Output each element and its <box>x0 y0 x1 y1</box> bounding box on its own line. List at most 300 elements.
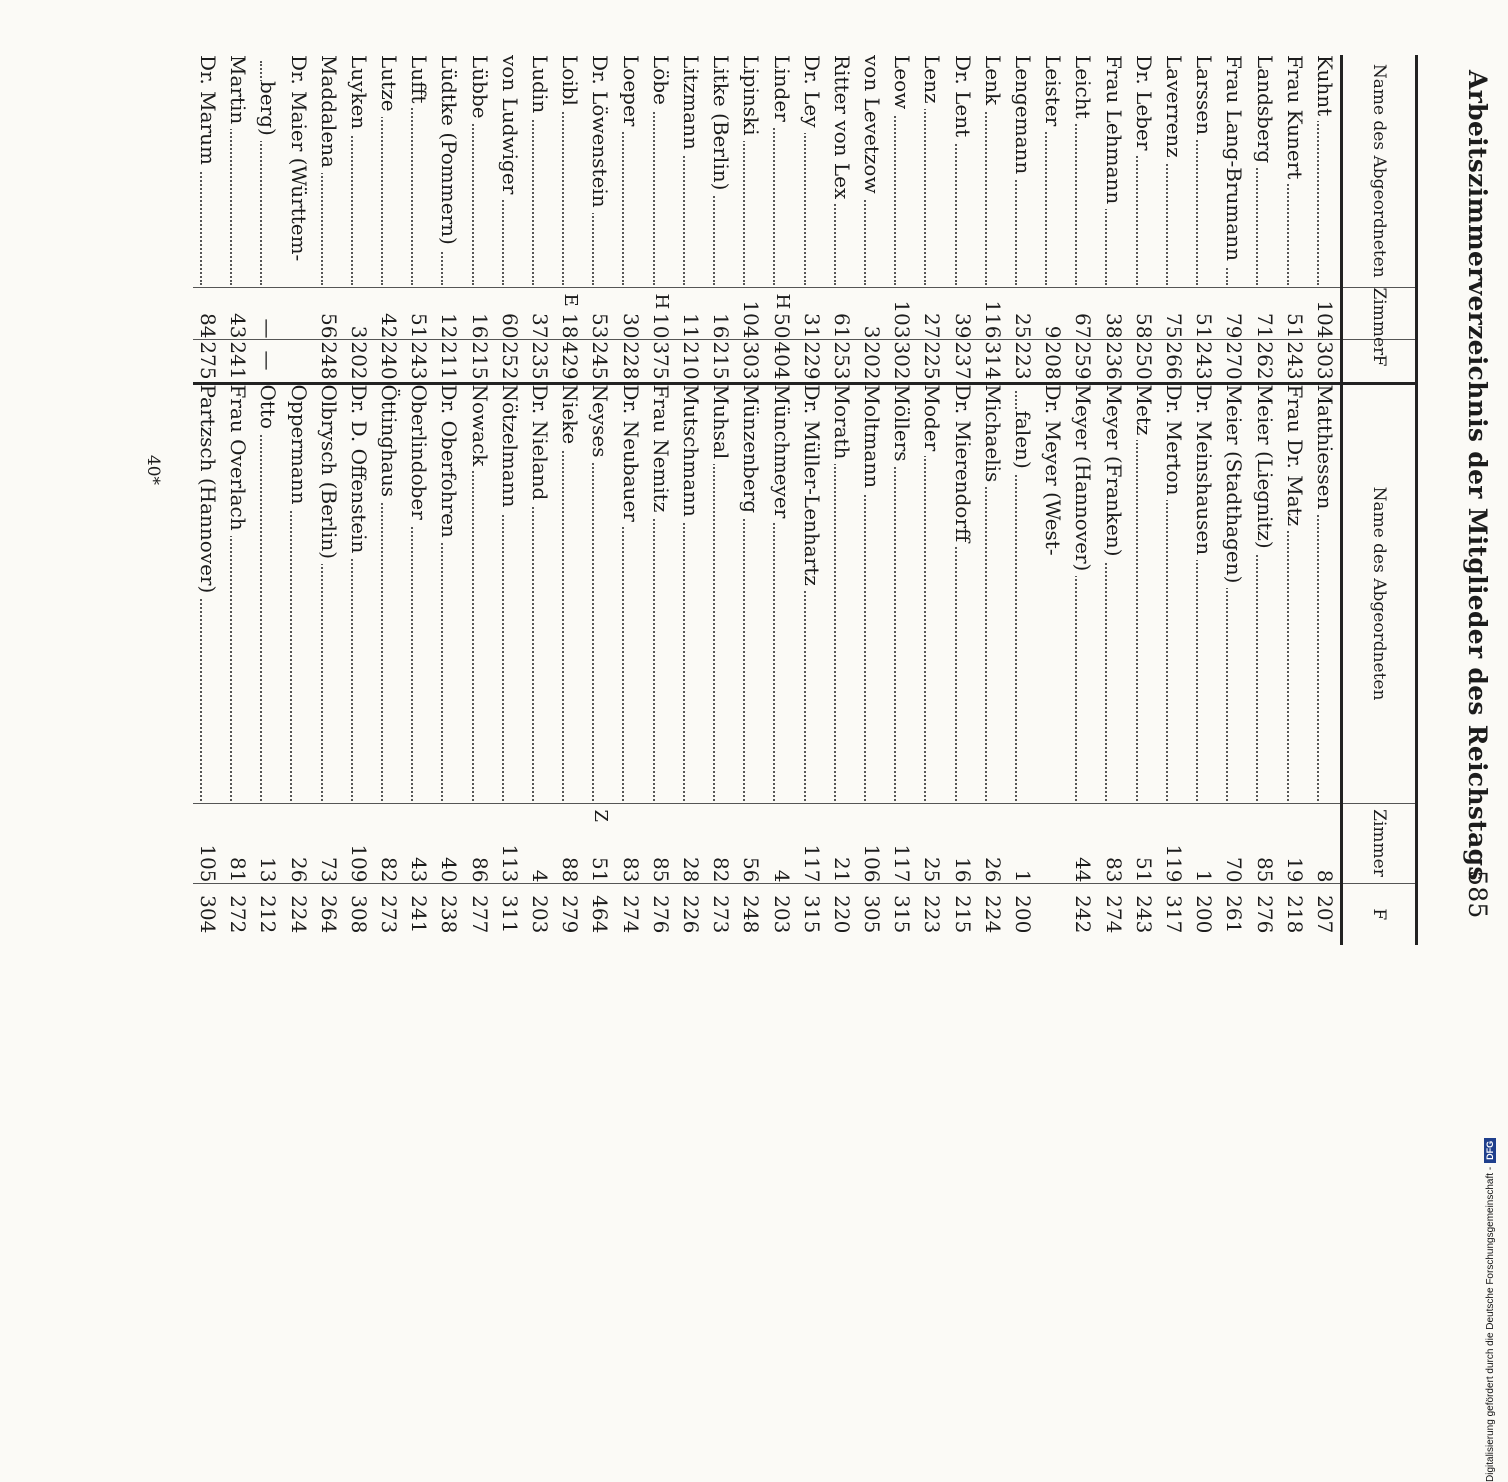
deputy-name: Meier (Stadthagen) <box>1222 385 1246 589</box>
table-row <box>1159 55 1189 945</box>
cell-name <box>495 55 525 287</box>
deputy-name: Neyses <box>588 385 612 463</box>
room-number: 104 <box>1312 300 1337 339</box>
cell-name <box>948 383 978 803</box>
cell-floor: 243 <box>404 339 434 383</box>
cell-room <box>434 287 464 339</box>
deputy-name: Lübbe <box>468 55 492 124</box>
room-number: 43 <box>226 313 251 339</box>
table-row <box>676 55 706 945</box>
cell-floor: 253 <box>827 339 857 383</box>
deputy-name: Matthiessen <box>1313 385 1337 515</box>
room-number: 10 <box>648 313 673 339</box>
cell-name <box>253 383 283 803</box>
room-number: 28 <box>678 857 703 883</box>
table-row <box>253 55 283 945</box>
cell-floor: 224 <box>978 883 1008 945</box>
cell-room <box>1189 287 1219 339</box>
table-row <box>978 55 1008 945</box>
room-number: 60 <box>497 313 522 339</box>
column-header-floor: F <box>1342 339 1417 383</box>
deputy-name: Moder <box>920 385 944 457</box>
cell-room <box>857 287 887 339</box>
room-number: 88 <box>558 857 583 883</box>
column-header-room: Zimmer <box>1342 803 1417 883</box>
cell-name <box>585 383 615 803</box>
table-row <box>404 55 434 945</box>
deputy-name: Oppermann <box>287 385 311 510</box>
cell-room <box>1280 287 1310 339</box>
deputy-name: Frau Dr. Matz <box>1283 385 1307 532</box>
cell-floor: 315 <box>797 883 827 945</box>
table-row <box>1219 55 1249 945</box>
cell-room <box>193 803 223 883</box>
cell-floor: 273 <box>706 883 736 945</box>
cell-floor: 464 <box>585 883 615 945</box>
cell-floor: 404 <box>766 339 796 383</box>
cell-name <box>827 383 857 803</box>
cell-room <box>1249 287 1279 339</box>
table-row <box>706 55 736 945</box>
cell-floor: 273 <box>374 883 404 945</box>
cell-name <box>766 383 796 803</box>
cell-floor: 241 <box>223 339 253 383</box>
room-number: 51 <box>407 313 432 339</box>
cell-floor: 207 <box>1310 883 1342 945</box>
room-number: 13 <box>256 857 281 883</box>
deputy-name: Landsberg <box>1253 55 1277 168</box>
cell-floor: 248 <box>736 883 766 945</box>
cell-room <box>314 803 344 883</box>
room-number: 109 <box>346 844 371 883</box>
cell-name <box>797 55 827 287</box>
deputy-name: Maddalena <box>317 55 341 173</box>
cell-name <box>404 383 434 803</box>
room-number: 79 <box>1222 313 1247 339</box>
cell-floor: 250 <box>1129 339 1159 383</box>
deputy-name: Dr. Leber <box>1132 55 1156 155</box>
cell-floor: 208 <box>1038 339 1068 383</box>
table-row <box>1310 55 1342 945</box>
building-mark: E <box>560 293 582 307</box>
table-row <box>1038 55 1068 945</box>
cell-name <box>1310 55 1342 287</box>
cell-name <box>1008 55 1038 287</box>
cell-floor: 212 <box>253 883 283 945</box>
cell-floor: 223 <box>917 883 947 945</box>
deputy-name: Dr. Meinshausen <box>1192 385 1216 561</box>
cell-room <box>857 803 887 883</box>
cell-floor: 243 <box>1189 339 1219 383</box>
cell-room <box>555 803 585 883</box>
deputy-name: Dr. Ley <box>800 55 824 133</box>
column-header-room: Zimmer <box>1342 287 1417 339</box>
page-footer: 40* <box>143 454 163 486</box>
cell-floor: 215 <box>706 339 736 383</box>
cell-name <box>706 383 736 803</box>
deputy-name: Dr. Maier (Württem- <box>287 55 311 266</box>
cell-room <box>253 287 283 339</box>
deputy-name: Muhsal <box>709 385 733 465</box>
room-number: 50 <box>769 313 794 339</box>
deputy-name: Lengemann <box>1011 55 1035 179</box>
table-row <box>1249 55 1279 945</box>
deputy-name: Ludin <box>528 55 552 118</box>
deputy-name: Otto <box>256 385 280 435</box>
cell-room <box>646 287 676 339</box>
cell-floor: 200 <box>1189 883 1219 945</box>
cell-room <box>344 803 374 883</box>
cell-floor: 203 <box>766 883 796 945</box>
cell-name <box>1249 383 1279 803</box>
room-number: 51 <box>588 857 613 883</box>
cell-name <box>857 55 887 287</box>
cell-room <box>948 287 978 339</box>
room-number: 18 <box>558 313 583 339</box>
cell-room <box>676 803 706 883</box>
deputy-name: Dr. Müller-Lenhartz <box>800 385 824 591</box>
deputy-name: Ritter von Lex <box>830 55 854 204</box>
cell-room <box>374 803 404 883</box>
deputy-name: Leicht <box>1071 55 1095 124</box>
table-row <box>193 55 223 945</box>
cell-name <box>1159 55 1189 287</box>
deputy-name: Leister <box>1041 55 1065 131</box>
cell-room <box>495 803 525 883</box>
cell-name <box>736 55 766 287</box>
deputy-name: von Levetzow <box>860 55 884 199</box>
cell-floor: 238 <box>434 883 464 945</box>
deputy-name: Linder <box>770 55 794 127</box>
room-number: 26 <box>286 857 311 883</box>
cell-floor: 223 <box>1008 339 1038 383</box>
deputy-name: Frau Nemitz <box>649 385 673 518</box>
room-number: 56 <box>316 313 341 339</box>
room-number: 85 <box>648 857 673 883</box>
room-number: 82 <box>377 857 402 883</box>
table-row <box>616 55 646 945</box>
table-row <box>434 55 464 945</box>
cell-name <box>555 383 585 803</box>
room-number: 39 <box>950 313 975 339</box>
cell-name <box>1008 383 1038 803</box>
room-number: 105 <box>195 844 220 883</box>
cell-room <box>1099 287 1129 339</box>
cell-room <box>1129 287 1159 339</box>
column-header-floor: F <box>1342 883 1417 945</box>
cell-room <box>585 287 615 339</box>
deputy-name: berg) <box>256 81 280 141</box>
cell-floor: 210 <box>676 339 706 383</box>
cell-floor: 215 <box>948 883 978 945</box>
cell-floor: 218 <box>1280 883 1310 945</box>
deputy-name: Lipinski <box>739 55 763 141</box>
room-number: 12 <box>437 313 462 339</box>
cell-name <box>193 383 223 803</box>
cell-room <box>736 287 766 339</box>
building-mark: H <box>771 293 793 310</box>
cell-floor: 240 <box>374 339 404 383</box>
deputy-name: Nötzelmann <box>498 385 522 513</box>
cell-name <box>1129 55 1159 287</box>
room-number: 113 <box>497 844 522 883</box>
room-number: 42 <box>377 313 402 339</box>
cell-floor: — <box>253 339 283 383</box>
room-number: 16 <box>950 857 975 883</box>
room-number: 1 <box>1011 869 1036 883</box>
dot-leader <box>1136 391 1138 801</box>
deputy-name: Laverrenz <box>1162 55 1186 163</box>
cell-name <box>283 55 313 287</box>
cell-room <box>1129 803 1159 883</box>
room-number: 119 <box>1161 844 1186 883</box>
cell-floor: 224 <box>283 883 313 945</box>
room-number: 104 <box>739 300 764 339</box>
deputy-name: Münzenberg <box>739 385 763 519</box>
cell-floor: 375 <box>646 339 676 383</box>
page-title: Arbeitszimmerverzeichnis der Mitglieder des Reichstags <box>1463 70 1492 881</box>
cell-room <box>344 287 374 339</box>
cell-floor: 279 <box>555 883 585 945</box>
cell-room <box>797 287 827 339</box>
cell-room <box>1008 287 1038 339</box>
deputy-name: Leow <box>890 55 914 114</box>
cell-room <box>948 803 978 883</box>
cell-name <box>585 55 615 287</box>
cell-name <box>887 55 917 287</box>
cell-floor: 302 <box>887 339 917 383</box>
cell-name <box>1099 55 1129 287</box>
cell-name <box>404 55 434 287</box>
room-number: 51 <box>1131 857 1156 883</box>
cell-floor: 236 <box>1099 339 1129 383</box>
cell-name <box>1099 383 1129 803</box>
deputy-name: Luyken <box>347 55 371 134</box>
cell-room <box>887 287 917 339</box>
room-number: 51 <box>1192 313 1217 339</box>
cell-name <box>314 55 344 287</box>
deputy-name: Frau Lang-Brumann <box>1222 55 1246 266</box>
room-number: 67 <box>1071 313 1096 339</box>
cell-room <box>706 287 736 339</box>
table-row <box>1008 55 1038 945</box>
room-number: 8 <box>1312 869 1337 883</box>
room-number: 61 <box>829 313 854 339</box>
page-number: 585 <box>1463 870 1492 919</box>
room-number: — <box>256 318 281 339</box>
deputy-name: Oberlindober <box>407 385 431 525</box>
table-row <box>344 55 374 945</box>
cell-name <box>676 55 706 287</box>
cell-room <box>766 287 796 339</box>
deputy-name: Dr. Neubauer <box>619 385 643 527</box>
deputy-name: Loeper <box>619 55 643 131</box>
cell-name <box>857 383 887 803</box>
room-number: 3 <box>346 325 371 339</box>
cell-floor: 243 <box>1129 883 1159 945</box>
cell-name <box>646 55 676 287</box>
cell-floor: 237 <box>948 339 978 383</box>
room-number: 106 <box>860 844 885 883</box>
cell-name <box>1038 55 1068 287</box>
table-row <box>1129 55 1159 945</box>
cell-floor: 303 <box>1310 339 1342 383</box>
room-number: 19 <box>1282 857 1307 883</box>
cell-name <box>616 55 646 287</box>
cell-name <box>1219 383 1249 803</box>
cell-name <box>1280 383 1310 803</box>
cell-name <box>917 55 947 287</box>
room-number: 25 <box>1011 313 1036 339</box>
deputy-name: Mutschmann <box>679 385 703 522</box>
room-number: 56 <box>739 857 764 883</box>
deputy-name: Dr. Oberfohren <box>437 385 461 543</box>
deputy-name: Litzmann <box>679 55 703 155</box>
room-number: 16 <box>467 313 492 339</box>
cell-floor: 272 <box>223 883 253 945</box>
room-number: 75 <box>1161 313 1186 339</box>
cell-name <box>223 383 253 803</box>
table-row <box>585 55 615 945</box>
building-mark: H <box>650 293 672 310</box>
cell-name <box>827 55 857 287</box>
cell-room <box>434 803 464 883</box>
deputy-name: Dr. Merton <box>1162 385 1186 501</box>
cell-room <box>1310 287 1342 339</box>
deputy-name: Lenz <box>920 55 944 109</box>
cell-floor: 229 <box>797 339 827 383</box>
cell-room <box>1219 803 1249 883</box>
room-number: 1 <box>1192 869 1217 883</box>
cell-room <box>1099 803 1129 883</box>
table-header-row <box>1342 55 1417 945</box>
cell-room <box>283 287 313 339</box>
room-number: 83 <box>1101 857 1126 883</box>
deputy-name: falen) <box>1011 411 1035 474</box>
cell-name <box>374 383 404 803</box>
table-row <box>495 55 525 945</box>
cell-room <box>223 287 253 339</box>
cell-room <box>314 287 344 339</box>
cell-room <box>465 803 495 883</box>
table-row <box>465 55 495 945</box>
cell-room <box>616 803 646 883</box>
cell-room <box>374 287 404 339</box>
cell-floor: 200 <box>1008 883 1038 945</box>
deputy-name: Dr. D. Offenstein <box>347 385 371 559</box>
cell-floor: 245 <box>585 339 615 383</box>
room-number: 43 <box>407 857 432 883</box>
cell-room <box>1068 287 1098 339</box>
deputy-name: Lufft <box>407 55 431 108</box>
deputy-name: Lenk <box>981 55 1005 110</box>
deputy-name: Möllers <box>890 385 914 467</box>
cell-floor: 276 <box>646 883 676 945</box>
cell-floor <box>283 339 313 383</box>
cell-name <box>525 55 555 287</box>
cell-floor: 314 <box>978 339 1008 383</box>
room-number: 30 <box>618 313 643 339</box>
table-row <box>736 55 766 945</box>
cell-name <box>887 383 917 803</box>
deputy-name: Dr. Löwenstein <box>588 55 612 213</box>
dot-leader <box>260 391 262 801</box>
cell-floor <box>1038 883 1068 945</box>
cell-room <box>1219 287 1249 339</box>
cell-name <box>1249 55 1279 287</box>
table-row <box>948 55 978 945</box>
deputy-name: Dr. Mierendorff <box>951 385 975 548</box>
deputy-name: Öttinghaus <box>377 385 401 503</box>
cell-name <box>223 55 253 287</box>
deputy-name: Frau Overlach <box>226 385 250 536</box>
cell-floor: 203 <box>525 883 555 945</box>
cell-name <box>706 55 736 287</box>
cell-name <box>1068 55 1098 287</box>
room-number: 31 <box>799 313 824 339</box>
cell-floor: 274 <box>616 883 646 945</box>
cell-floor: 248 <box>314 339 344 383</box>
cell-name <box>1129 383 1159 803</box>
table-row <box>1280 55 1310 945</box>
cell-floor: 225 <box>917 339 947 383</box>
deputy-name: Lüdtke (Pommern) <box>437 55 461 250</box>
cell-room <box>646 803 676 883</box>
cell-floor: 317 <box>1159 883 1189 945</box>
building-mark: Z <box>590 809 612 823</box>
room-number: 117 <box>890 844 915 883</box>
deputy-name: Metz <box>1132 385 1156 441</box>
table-row <box>314 55 344 945</box>
room-number: 26 <box>980 857 1005 883</box>
cell-room <box>706 803 736 883</box>
cell-name <box>434 55 464 287</box>
cell-name <box>1310 383 1342 803</box>
cell-name <box>797 383 827 803</box>
cell-name <box>1280 55 1310 287</box>
cell-name <box>1189 383 1219 803</box>
room-number: 85 <box>1252 857 1277 883</box>
cell-room <box>766 803 796 883</box>
deputy-name: Larssen <box>1192 55 1216 140</box>
table-row <box>283 55 313 945</box>
cell-room <box>616 287 646 339</box>
room-number: 71 <box>1252 313 1277 339</box>
cell-room <box>223 803 253 883</box>
room-number: 3 <box>860 325 885 339</box>
cell-room <box>1280 803 1310 883</box>
cell-floor: 311 <box>495 883 525 945</box>
cell-room <box>978 803 1008 883</box>
cell-floor: 275 <box>193 339 223 383</box>
cell-floor: 305 <box>857 883 887 945</box>
deputy-name: Morath <box>830 385 854 465</box>
cell-name <box>736 383 766 803</box>
deputy-name: Moltmann <box>860 385 884 494</box>
deputy-name: Frau Lehmann <box>1102 55 1126 209</box>
cell-name <box>465 55 495 287</box>
deputy-name: Meyer (Hannover) <box>1071 385 1095 577</box>
cell-floor: 274 <box>1099 883 1129 945</box>
room-number: 84 <box>195 313 220 339</box>
cell-floor: 242 <box>1068 883 1098 945</box>
deputy-name: Partzsch (Hannover) <box>196 385 220 599</box>
cell-name <box>766 55 796 287</box>
deputy-name: Michaelis <box>981 385 1005 488</box>
deputy-name: Loibl <box>558 55 582 111</box>
table-row <box>555 55 585 945</box>
cell-room <box>797 803 827 883</box>
